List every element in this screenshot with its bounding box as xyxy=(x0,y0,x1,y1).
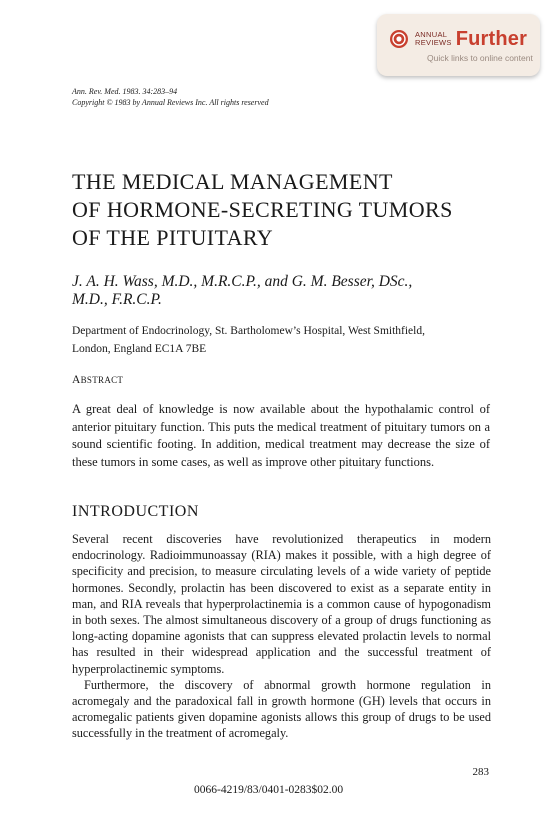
citation-journal: Ann. Rev. Med. 1983. 34:283–94 xyxy=(72,87,178,96)
introduction-paragraph-2: Furthermore, the discovery of abnormal growth hormone regulation in acromegaly and the paradoxical fall in growth hormone (GH) levels that occurs in acromegalic patients given dopamine agonists allows this group of drugs to be used successfully in the treatment of acromegaly. xyxy=(72,677,491,741)
abstract-heading-rest: BSTRACT xyxy=(80,375,124,385)
issn-code: 0066-4219/83/0401-0283$02.00 xyxy=(194,784,344,796)
introduction-heading: INTRODUCTION xyxy=(72,503,199,520)
citation xyxy=(72,86,269,108)
title-line-2: OF HORMONE-SECRETING TUMORS xyxy=(72,197,453,222)
citation-copyright: Copyright © 1983 by Annual Reviews Inc. All rights reserved xyxy=(72,98,269,107)
further-wordmark: Further xyxy=(455,27,528,50)
title-line-3: OF THE PITUITARY xyxy=(72,225,274,250)
further-subtitle: Quick links to online content xyxy=(427,52,533,63)
abstract-text: A great deal of knowledge is now available about the hypothalamic control of anterior pituitary function. This puts the medical treatment of pituitary tumors on a sound scientific footing. In addition, medical treatment may decrease the size of these tumors in some cases, as well as improve other pituitary functions. xyxy=(72,402,490,469)
annual-reviews-brand xyxy=(415,31,452,47)
authors-line-1: J. A. H. Wass, M.D., M.R.C.P., and G. M. Besser, DSc., xyxy=(72,273,413,290)
affiliation-line-2: London, England EC1A 7BE xyxy=(72,343,207,355)
brand-line-1: ANNUAL xyxy=(415,30,448,39)
further-badge[interactable] xyxy=(377,14,540,76)
brand-line-2: REVIEWS xyxy=(415,38,452,47)
abstract-heading xyxy=(72,374,123,386)
introduction-body xyxy=(72,531,491,742)
affiliation xyxy=(72,322,502,358)
authors-line-2: M.D., F.R.C.P. xyxy=(72,291,162,308)
affiliation-line-1: Department of Endocrinology, St. Bartholomew’s Hospital, West Smithfield, xyxy=(72,325,425,337)
authors xyxy=(72,273,492,309)
abstract-heading-initial: A xyxy=(72,374,81,386)
introduction-paragraph-1: Several recent discoveries have revolutionized therapeutics in modern endocrinology. Radioimmunoassay (RIA) makes it possible, with a high degree of specificity and precision, to measure circulating levels of a wide variety of peptide hormones. Secondly, prolactin has been discovered to exist as a separate entity in man, and RIA reveals that hyperprolactinemia is a common cause of hypogonadism in both sexes. The almost simultaneous discovery of a group of drugs functioning as long-acting dopamine agonists that can suppress elevated prolactin levels to normal has resulted in their widespread application and the successful treatment of hyperprolactinemic symptoms. xyxy=(72,532,491,676)
page-number: 283 xyxy=(472,766,489,778)
annual-reviews-logo-icon xyxy=(389,29,409,49)
title-line-1: THE MEDICAL MANAGEMENT xyxy=(72,169,393,194)
article-title xyxy=(72,168,512,252)
